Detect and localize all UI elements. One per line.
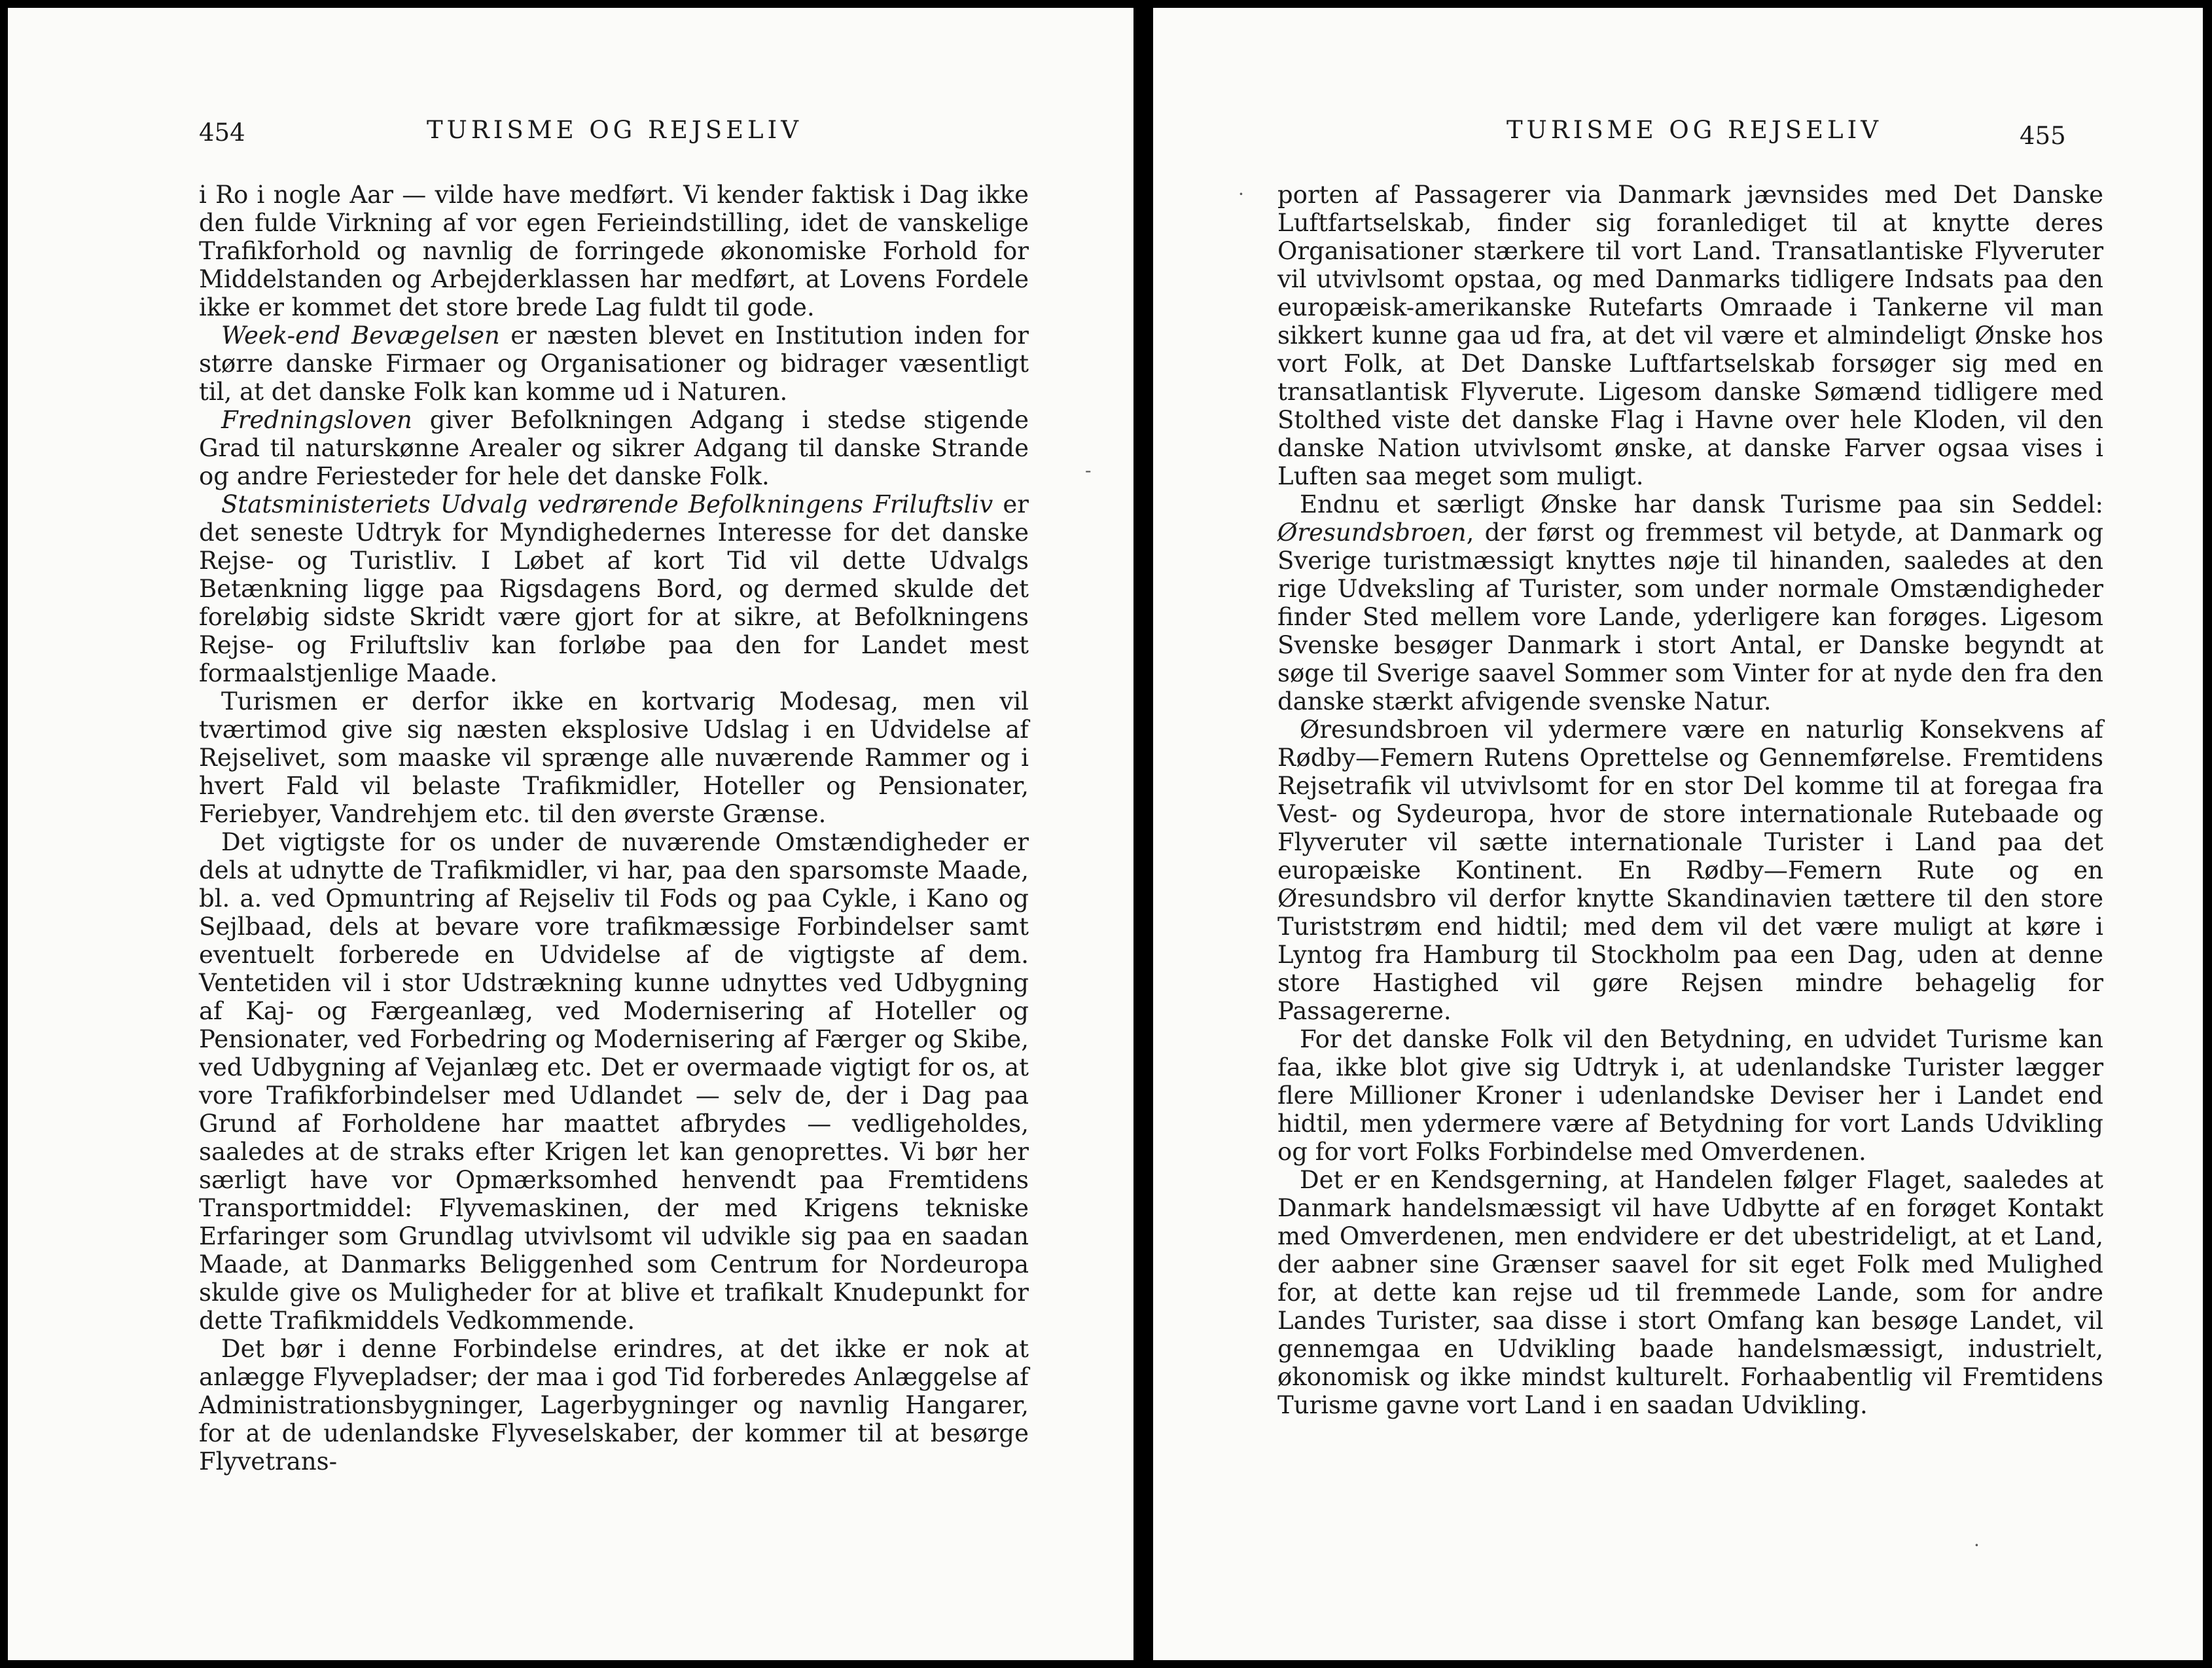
paragraph-text: Det bør i denne Forbindelse erindres, at det ikke er nok at anlægge Flyvepladser; der maa i god Tid forberedes Anlæggelse af Administrationsbygninger, Lagerbygninger og navnlig Hangarer, for at de udenlandske Flyveselskaber, der kommer til at besørge Flyvetrans- <box>199 1335 1029 1476</box>
paragraph <box>1277 490 2103 716</box>
paragraph-text: giver Befolkningen Adgang i stedse stigende Grad til naturskønne Arealer og sikrer Adgang til danske Strande og andre Feriesteder for hele det danske Folk. <box>199 406 1029 490</box>
paragraph-lead: Week-end Bevægelsen <box>221 321 500 350</box>
paragraph <box>1277 1166 2103 1419</box>
paragraph-lead: Statsministeriets Udvalg vedrørende Befolkningens Friluftsliv <box>221 490 993 518</box>
paragraph-text: porten af Passagerer via Danmark jævnsides med Det Danske Luftfartselskab, finder sig foranlediget til at knytte deres Organisationer stærkere til vort Land. Transatlantiske Flyveruter vil utvivlsomt opstaa, og med Danmarks tidligere Indsats paa den europæisk-amerikanske Rutefarts Omraade i Tankerne vil man sikkert kunne gaa ud fra, at det vil være et almindeligt Ønske hos vort Folk, at Det Danske Luftfartselskab forsøger sig med en transatlantisk Flyverute. Ligesom danske Sømænd tidligere med Stolthed viste det danske Flag i Havne over hele Kloden, vil den danske Nation utvivlsomt ønske, at danske Farver ogsaa vises i Luften saa meget som muligt. <box>1277 181 2103 490</box>
right-page <box>1153 8 2203 1660</box>
paragraph-text: Endnu et særligt Ønske har dansk Turisme paa sin Seddel: <box>1300 490 2103 518</box>
paragraph-lead: Fredningsloven <box>221 406 412 434</box>
paragraph <box>1277 1025 2103 1166</box>
left-page <box>8 8 1133 1660</box>
paragraph <box>199 406 1029 490</box>
paragraph <box>199 490 1029 687</box>
body-text <box>1277 181 2103 1419</box>
page-number: 455 <box>2020 122 2066 150</box>
margin-mark: - <box>1085 460 1092 481</box>
paragraph <box>199 828 1029 1335</box>
paragraph <box>199 181 1029 321</box>
paragraph-text: For det danske Folk vil den Betydning, en udvidet Turisme kan faa, ikke blot give sig Udtryk i, at udenlandske Turister lægger flere Millioner Kroner i udenlandske Deviser her i Landet end hidtil, men ydermere være af Betydning for vort Lands Udvikling og for vort Folks Forbindelse med Omverdenen. <box>1277 1025 2103 1166</box>
paragraph-text: er det seneste Udtryk for Myndighedernes Interesse for det danske Rejse- og Turistliv. I Løbet af kort Tid vil dette Udvalgs Betænkning ligge paa Rigsdagens Bord, og dermed skulde det foreløbig sidste Skridt være gjort for at sikre, at Befolkningens Rejse- og Friluftsliv kan forløbe paa den for Landet mest formaalstjenlige Maade. <box>199 490 1029 687</box>
paragraph-text: Det vigtigste for os under de nuværende Omstændigheder er dels at udnytte de Trafikmidler, vi har, paa den sparsomste Maade, bl. a. ved Opmuntring af Rejseliv til Fods og paa Cykle, i Kano og Sejlbaad, dels at bevare vore trafikmæssige Forbindelser samt eventuelt forberede en Udvidelse af de vigtigste af dem. Ventetiden vil i stor Udstrækning kunne udnyttes ved Udbygning af Kaj- og Færgeanlæg, ved Modernisering af Hoteller og Pensionater, ved Forbedring og Modernisering af Færger og Skibe, ved Udbygning af Vejanlæg etc. Det er overmaade vigtigt for os, at vore Trafikforbindelser med Udlandet — selv de, der i Dag paa Grund af Forholdene har maattet afbrydes — vedligeholdes, saaledes at de straks efter Krigen let kan genoprettes. Vi bør her særligt have vor Opmærksomhed henvendt paa Fremtidens Transportmiddel: Flyvemaskinen, der med Krigens tekniske Erfaringer som Grundlag utvivlsomt vil udvikle sig paa en saadan Maade, at Danmarks Beliggenhed som Centrum for Nordeuropa skulde give os Muligheder for at blive et trafikalt Knudepunkt for dette Trafikmiddels Vedkommende. <box>199 828 1029 1335</box>
margin-mark: · <box>1238 183 1244 205</box>
body-text <box>199 181 1029 1476</box>
paragraph-emphasis: Øresundsbroen <box>1277 518 1467 547</box>
paragraph <box>1277 716 2103 1025</box>
paragraph <box>1277 181 2103 490</box>
paragraph-text: Turismen er derfor ikke en kortvarig Modesag, men vil tværtimod give sig næsten eksplosive Udslag i en Udvidelse af Rejselivet, som maaske vil sprænge alle nuværende Rammer og i hvert Fald vil belaste Trafikmidler, Hoteller og Pensionater, Feriebyer, Vandrehjem etc. til den øverste Grænse. <box>199 687 1029 828</box>
running-head: TURISME OG REJSELIV <box>427 116 802 144</box>
running-head: TURISME OG REJSELIV <box>1507 116 1882 144</box>
paragraph-text: er næsten blevet en Institution inden for større danske Firmaer og Organisationer og bidrager væsentligt til, at det danske Folk kan komme ud i Naturen. <box>199 321 1029 406</box>
paragraph-text: Øresundsbroen vil ydermere være en naturlig Konsekvens af Rødby—Femern Rutens Oprettelse og Gennemførelse. Fremtidens Rejsetrafik vil utvivlsomt for en stor Del komme til at foregaa fra Vest- og Sydeuropa, hvor de store internationale Rutebaade og Flyveruter vil sætte internationale Turister i Land paa det europæiske Kontinent. En Rødby—Femern Rute og en Øresundsbro vil derfor knytte Skandinavien tættere til den store Turiststrøm end hidtil; med dem vil det være muligt at køre i Lyntog fra Hamburg til Stockholm paa een Dag, uden at denne store Hastighed vil gøre Rejsen mindre behagelig for Passagererne. <box>1277 716 2103 1025</box>
paragraph <box>199 1335 1029 1476</box>
paragraph <box>199 687 1029 828</box>
paragraph-text: i Ro i nogle Aar — vilde have medført. Vi kender faktisk i Dag ikke den fulde Virkning af vor egen Ferieindstilling, idet de vanskelige Trafikforhold og navnlig de forringede økonomiske Forhold for Middelstanden og Arbejderklassen har medført, at Lovens Fordele ikke er kommet det store brede Lag fuldt til gode. <box>199 181 1029 321</box>
paragraph-text-tail: , der først og fremmest vil betyde, at Danmark og Sverige turistmæssigt knyttes nøje til hinanden, saaledes at den rige Udveksling af Turister, som under normale Omstændigheder finder Sted mellem vore Lande, yderligere kan forøges. Ligesom Svenske besøger Danmark i stort Antal, er Danske begyndt at søge til Sverige saavel Sommer som Vinter for at nyde den fra den danske stærkt afvigende svenske Natur. <box>1277 518 2103 716</box>
margin-mark: · <box>1974 1534 1980 1556</box>
paragraph <box>199 321 1029 406</box>
page-number: 454 <box>199 118 245 147</box>
paragraph-text: Det er en Kendsgerning, at Handelen følger Flaget, saaledes at Danmark handelsmæssigt vil have Udbytte af en forøget Kontakt med Omverdenen, men endvidere er det ubestrideligt, at et Land, der aabner sine Grænser saavel for sit eget Folk med Mulighed for, at dette kan rejse ud til fremmede Lande, som for andre Landes Turister, saa disse i stort Omfang kan besøge Landet, vil gennemgaa en Udvikling baade handelsmæssigt, industrielt, økonomisk og ikke mindst kulturelt. Forhaabentlig vil Fremtidens Turisme gavne vort Land i en saadan Udvikling. <box>1277 1166 2103 1419</box>
